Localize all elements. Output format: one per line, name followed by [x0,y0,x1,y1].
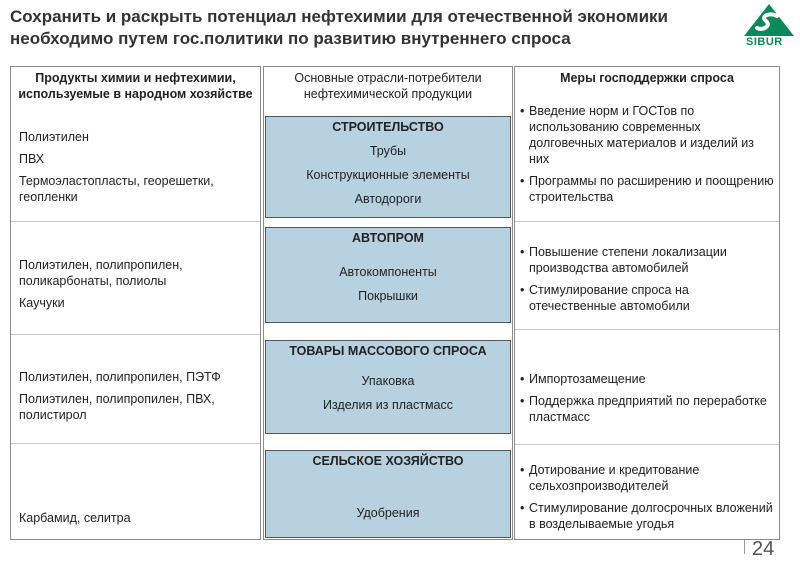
page-title [10,6,740,50]
measure-item: • Поддержка предприятий по переработке пластмасс [519,393,775,425]
page-number-divider [744,540,745,554]
measure-item: • Программы по расширению и поощрению строительства [519,173,775,205]
row-divider [11,221,260,222]
sector-item: Удобрения [356,506,420,520]
products-header: Продукты химии и нефтехимии, используемые в народном хозяйстве [18,71,253,101]
measures-row-4 [519,462,775,538]
sector-title: ТОВАРЫ МАССОВОГО СПРОСА [289,344,487,358]
sectors-header: Основные отрасли-потребители нефтехимической продукции [294,71,482,101]
row-divider [515,221,779,222]
sector-item: Автокомпоненты [339,265,437,279]
sector-title: АВТОПРОМ [352,231,424,245]
sector-title: СЕЛЬСКОЕ ХОЗЯЙСТВО [312,454,464,468]
sector-item: Покрышки [358,289,418,303]
product-item: ПВХ [19,152,45,166]
measure-item: • Дотирование и кредитование сельхозпроизводителей [519,462,775,494]
measures-row-2 [519,244,775,320]
measures-row-3 [519,371,775,431]
measure-item: • Введение норм и ГОСТов по использованию современных долговечных материалов и изделий из них [519,103,775,167]
sector-item: Автодороги [354,192,422,206]
row-divider [11,443,260,444]
sector-item: Конструкционные элементы [306,168,470,182]
measure-item: • Повышение степени локализации производства автомобилей [519,244,775,276]
measure-item: • Импортозамещение [519,371,775,387]
sector-box-auto [265,227,511,323]
products-row-1 [19,129,255,211]
product-item: Полиэтилен, полипропилен, ПЭТФ [19,370,221,384]
row-divider [11,334,260,335]
products-row-4 [19,510,255,532]
products-column [10,66,261,540]
product-item: Полиэтилен, полипропилен, ПВХ, полистирол [19,392,215,422]
sector-item: Трубы [369,144,407,158]
product-item: Термоэластопласты, георешетки, геопленки [19,174,214,204]
product-item: Полиэтилен [19,130,89,144]
page-number: 24 [752,538,775,560]
measures-row-1 [519,103,775,211]
product-item: Полиэтилен, полипропилен, поликарбонаты, полиолы [19,258,183,288]
title-line-1: Сохранить и раскрыть потенциал нефтехимии для отечественной экономики [10,7,668,26]
sector-title: СТРОИТЕЛЬСТВО [332,120,444,134]
measure-item: • Стимулирование долгосрочных вложений в возделываемые угодья [519,500,775,532]
row-divider [515,329,779,330]
sector-item: Упаковка [361,374,415,388]
measures-header: Меры господдержки спроса [560,71,734,85]
row-divider [515,444,779,445]
sector-box-construction [265,116,511,218]
title-line-2: необходимо путем гос.политики по развитию внутреннего спроса [10,29,571,48]
sector-box-consumer-goods [265,340,511,434]
logo-text: SIBUR [746,36,783,48]
product-item: Каучуки [19,296,65,310]
product-item: Карбамид, селитра [19,511,131,525]
products-row-3 [19,369,255,429]
products-row-2 [19,257,255,317]
sector-item: Изделия из пластмасс [322,398,453,412]
sector-box-agriculture [265,450,511,538]
measures-column [514,66,780,540]
measure-item: • Стимулирование спроса на отечественные автомобили [519,282,775,314]
